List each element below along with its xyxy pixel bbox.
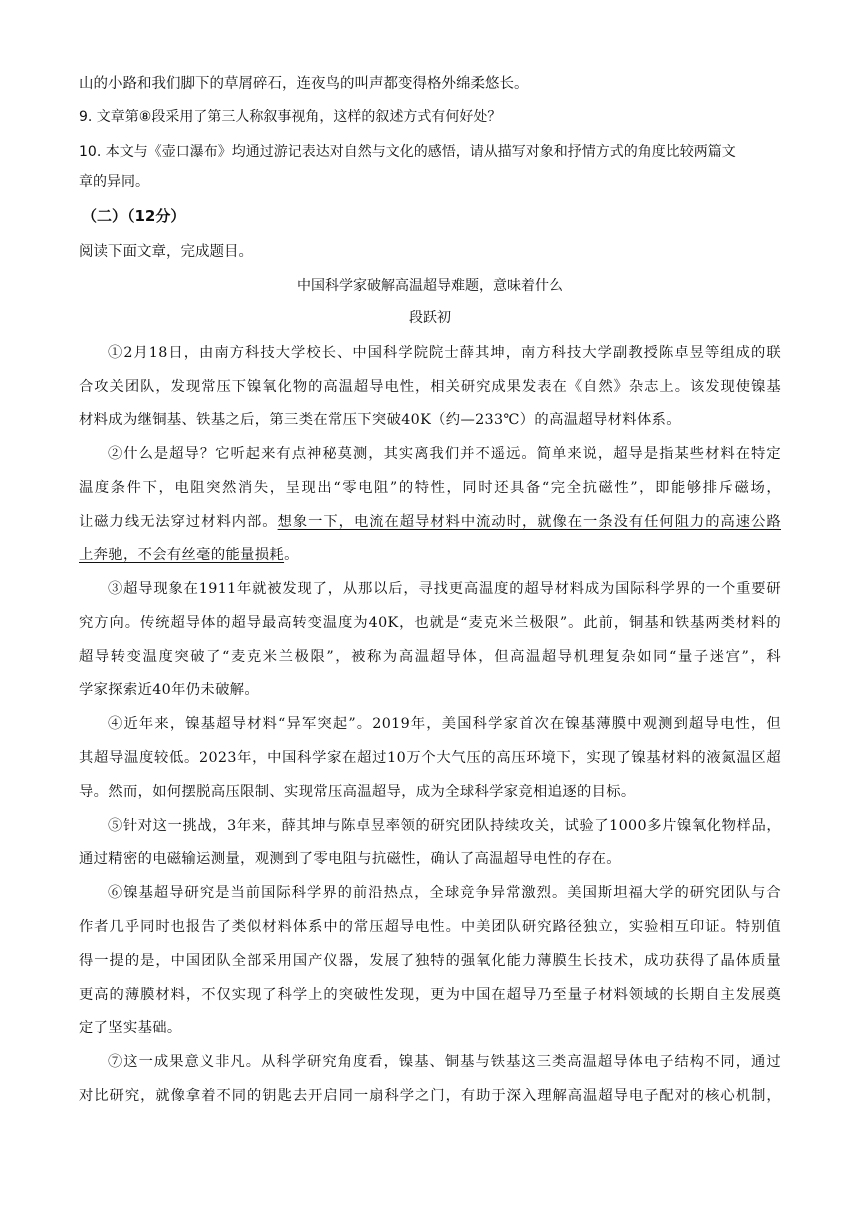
article-author: 段跃初 — [409, 310, 451, 326]
reading-instruction: 阅读下面文章，完成题目。 — [79, 244, 253, 260]
paragraph-6-line: 更高的薄膜材料，不仅实现了科学上的突破性发现，更为中国在超导乃至量子材料领域的长期自主发展奠 — [79, 987, 781, 1003]
previous-passage-last-line: 山的小路和我们脚下的草屑碎石，连夜鸟的叫声都变得格外绵柔悠长。 — [79, 76, 529, 92]
question-9: 9. 文章第⑧段采用了第三人称叙事视角，这样的叙述方式有何好处？ — [79, 109, 502, 125]
paragraph-4-line: ④近年来，镍基超导材料“异军突起”。2019年，美国科学家首次在镍基薄膜中观测到超导电性，但 — [108, 716, 781, 732]
paragraph-2-plain-text: 让磁力线无法穿过材料内部。 — [79, 514, 278, 530]
paragraph-5-line: 通过精密的电磁输运测量，观测到了零电阻与抗磁性，确认了高温超导电性的存在。 — [79, 851, 621, 867]
section-heading: （二）（12分） — [82, 207, 186, 225]
paragraph-7-line: ⑦这一成果意义非凡。从科学研究角度看，镍基、铜基与铁基这三类高温超导体电子结构不同，通过 — [108, 1054, 781, 1070]
paragraph-1-line: ①2月18日，由南方科技大学校长、中国科学院院士薛其坤，南方科技大学副教授陈卓昱等组成的联 — [108, 345, 781, 361]
underlined-sentence: 上奔驰，不会有丝毫的能量损耗 — [79, 547, 285, 563]
paragraph-6-line: 定了坚实基础。 — [79, 1020, 182, 1036]
paragraph-4-line: 其超导温度较低。2023年，中国科学家在超过10万个大气压的高压环境下，实现了镍基材料的液氮温区超 — [79, 750, 781, 766]
paragraph-3-line: 超导转变温度突破了“麦克米兰极限”，被称为高温超导体，但高温超导机理复杂如同“量子迷宫”，科 — [79, 649, 781, 665]
paragraph-1-line: 材料成为继铜基、铁基之后，第三类在常压下突破40K（约—233℃）的高温超导材料体系。 — [79, 412, 681, 428]
paragraph-2-line — [79, 512, 781, 532]
paragraph-2-line: 温度条件下，电阻突然消失，呈现出“零电阻”的特性，同时还具备“完全抗磁性”，即能够排斥磁场， — [79, 480, 781, 496]
question-10-line-2: 章的异同。 — [79, 174, 149, 190]
paragraph-2-line — [79, 545, 781, 565]
paragraph-1-line: 合攻关团队，发现常压下镍氧化物的高温超导电性，相关研究成果发表在《自然》杂志上。该发现使镍基 — [79, 379, 781, 395]
paragraph-2-end-punctuation: 。 — [284, 547, 299, 563]
paragraph-4-line: 导。然而，如何摆脱高压限制、实现常压高温超导，成为全球科学家竞相追逐的目标。 — [79, 784, 636, 800]
paragraph-5-line: ⑤针对这一挑战，3年来，薛其坤与陈卓昱率领的研究团队持续攻关，试验了1000多片镍氧化物样品， — [108, 818, 781, 834]
paragraph-3-line: 究方向。传统超导体的超导最高转变温度为40K，也就是“麦克米兰极限”。此前，铜基和铁基两类材料的 — [79, 615, 781, 631]
paragraph-6-line: ⑥镍基超导研究是当前国际科学界的前沿热点，全球竞争异常激烈。美国斯坦福大学的研究团队与合 — [108, 885, 781, 901]
paragraph-2-line: ②什么是超导？它听起来有点神秘莫测，其实离我们并不遥远。简单来说，超导是指某些材料在特定 — [108, 446, 781, 462]
article-title: 中国科学家破解高温超导难题，意味着什么 — [297, 278, 563, 294]
paragraph-3-line: 学家探索近40年仍未破解。 — [79, 682, 260, 698]
question-10-line-1: 10. 本文与《壶口瀑布》均通过游记表达对自然与文化的感悟，请从描写对象和抒情方式的角度比较两篇文 — [79, 144, 736, 160]
paragraph-6-line: 得一提的是，中国团队全部采用国产仪器，发展了独特的强氧化能力薄膜生长技术，成功获得了晶体质量 — [79, 953, 781, 969]
paragraph-6-line: 作者几乎同时也报告了类似材料体系中的常压超导电性。中美团队研究路径独立，实验相互印证。特别值 — [79, 919, 781, 935]
paragraph-3-line: ③超导现象在1911年就被发现了，从那以后，寻找更高温度的超导材料成为国际科学界的一个重要研 — [108, 581, 781, 597]
paragraph-7-line: 对比研究，就像拿着不同的钥匙去开启同一扇科学之门，有助于深入理解高温超导电子配对的核心机制， — [79, 1088, 781, 1104]
underlined-sentence: 想象一下，电流在超导材料中流动时，就像在一条没有任何阻力的高速公路 — [277, 514, 781, 530]
